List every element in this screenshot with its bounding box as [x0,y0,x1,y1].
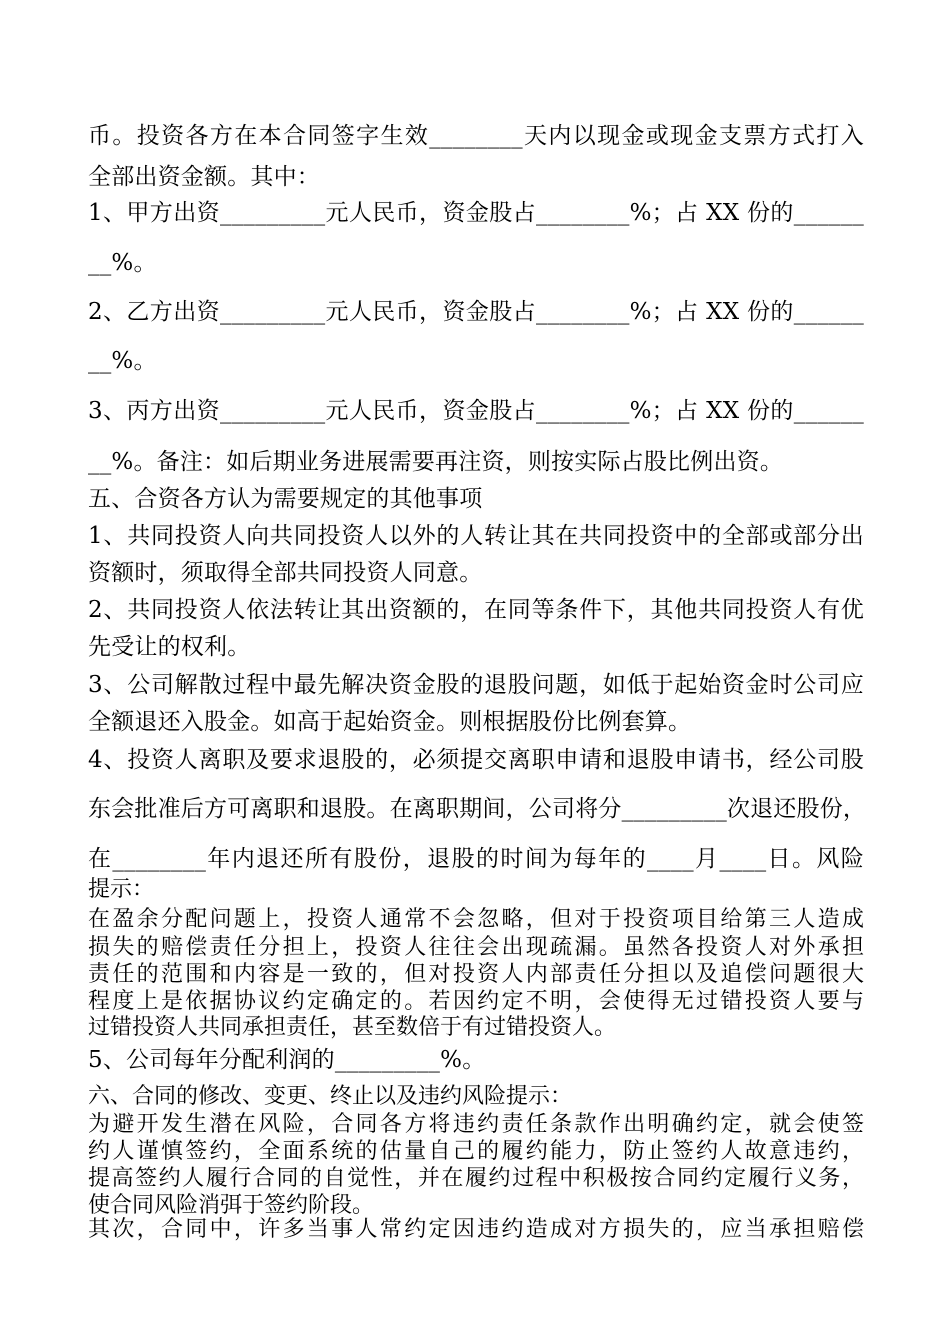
text-line: 4、投资人离职及要求退股的，必须提交离职申请和退股申请书，经公司股 [88,747,864,773]
text-line: __%。 [88,348,157,374]
text-line: __%。 [88,250,157,276]
text-line: 责任的范围和内容是一致的，但对投资人内部责任分担以及追偿问题很大 [88,962,864,987]
text-line: 为避开发生潜在风险，合同各方将违约责任条款作出明确约定，就会使签 [88,1112,864,1137]
text-line: 东会批准后方可离职和退股。在离职期间，公司将分_________次退还股份， [88,796,867,822]
text-line: 1、共同投资人向共同投资人以外的人转让其在共同投资中的全部或部分出 [88,523,864,549]
text-line: 全部出资金额。其中： [88,164,320,190]
text-line: 1、甲方出资_________元人民币，资金股占________%；占 XX 份的______ [88,200,864,226]
text-line: 提示： [88,877,155,902]
text-line: 2、共同投资人依法转让其出资额的，在同等条件下，其他共同投资人有优 [88,597,864,623]
text-line: __%。备注：如后期业务进展需要再注资，则按实际占股比例出资。 [88,449,784,475]
text-line: 使合同风险消弭于签约阶段。 [88,1193,375,1218]
section-heading: 六、合同的修改、变更、终止以及违约风险提示： [88,1084,573,1109]
text-line: 约人谨慎签约，全面系统的估量自己的履约能力，防止签约人故意违约， [88,1139,864,1164]
text-line: 其次，合同中，许多当事人常约定因违约造成对方损失的，应当承担赔偿 [88,1217,864,1242]
text-line: 5、公司每年分配利润的_________%。 [88,1047,486,1073]
text-line: 3、丙方出资_________元人民币，资金股占________%；占 XX 份的______ [88,398,864,424]
text-line: 提高签约人履行合同的自觉性，并在履约过程中积极按合同约定履行义务， [88,1166,864,1191]
text-line: 2、乙方出资_________元人民币，资金股占________%；占 XX 份的______ [88,299,864,325]
text-line: 币。投资各方在本合同签字生效________天内以现金或现金支票方式打入 [88,123,864,149]
text-line: 在________年内退还所有股份，退股的时间为每年的____月____日。风险 [88,846,864,872]
text-line: 过错投资人共同承担责任，甚至数倍于有过错投资人。 [88,1015,617,1040]
text-line: 全额退还入股金。如高于起始资金。则根据股份比例套算。 [88,709,692,735]
section-heading: 五、合资各方认为需要规定的其他事项 [88,486,483,512]
text-line: 在盈余分配问题上，投资人通常不会忽略，但对于投资项目给第三人造成 [88,907,864,932]
text-line: 先受让的权利。 [88,634,251,660]
text-line: 程度上是依据协议约定确定的。若因约定不明，会使得无过错投资人要与 [88,989,864,1014]
text-line: 资额时，须取得全部共同投资人同意。 [88,560,483,586]
text-line: 3、公司解散过程中最先解决资金股的退股问题，如低于起始资金时公司应 [88,672,864,698]
text-line: 损失的赔偿责任分担上，投资人往往会出现疏漏。虽然各投资人对外承担 [88,935,864,960]
